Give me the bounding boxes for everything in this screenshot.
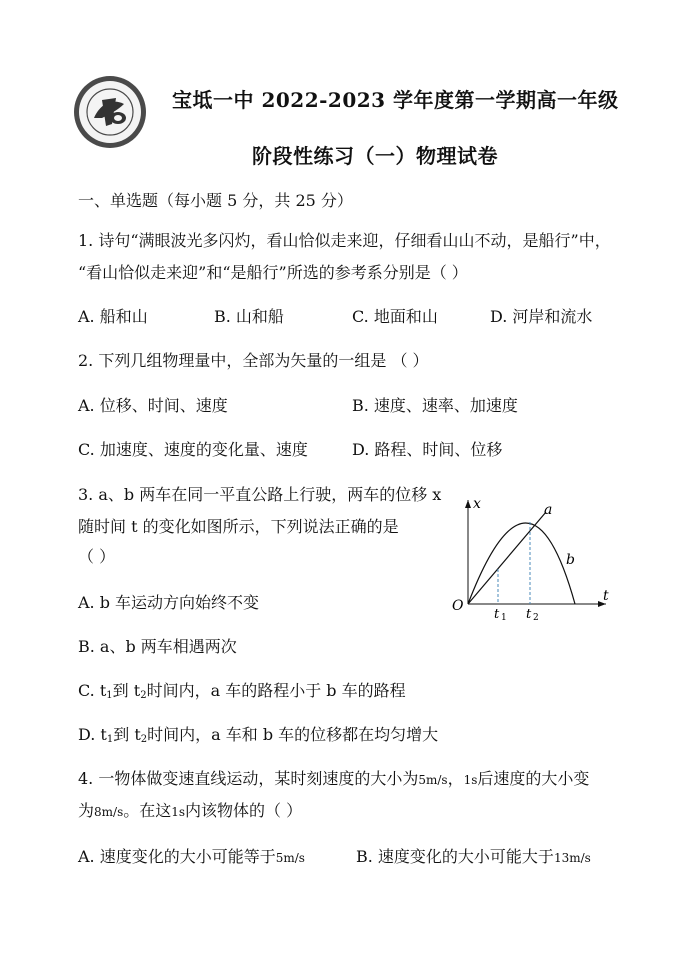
q2-option-a: A. 位移、时间、速度 [78,396,228,415]
q4-line1-post: 后速度的大小变 [477,769,590,788]
q3-option-d-mid: 到 t [113,725,141,744]
q1-stem-line2: “看山恰似走来迎”和“是船行”所选的参考系分别是（ ） [78,263,468,282]
q4-line2-prefix: 为 [78,801,95,820]
q3-stem-line2: 随时间 t 的变化如图所示，下列说法正确的是 [78,517,399,536]
q4-option-b [356,846,591,869]
q3-stem-line1: 3. a、b 两车在同一平直公路上行驶，两车的位移 x [78,485,442,504]
q4-line2-post: 内该物体的（ ） [185,801,303,820]
q4-option-a-text: A. 速度变化的大小可能等于 [78,847,276,866]
q2-stem: 2. 下列几组物理量中，全部为矢量的一组是 （ ） [78,351,429,370]
q4-line1-mid: ， [447,769,464,788]
q4-option-b-value: 13m/s [553,851,591,865]
q4-v1: 5m/s [418,773,448,787]
x-axis-label: x [473,496,481,512]
q1-option-d: D. 河岸和流水 [490,307,593,326]
x-axis-arrow-icon [465,500,471,508]
q2-option-c: C. 加速度、速度的变化量、速度 [78,440,308,459]
q4-v2: 8m/s [94,805,124,819]
curve-b-label: b [566,552,575,568]
section-heading: 一、单选题（每小题 5 分，共 25 分） [78,191,353,210]
q1-stem-line1: 1. 诗句“满眼波光多闪灼，看山恰似走来迎，仔细看山山不动，是船行”中， [78,231,611,250]
q4-line1-prefix: 4. 一物体做变速直线运动，某时刻速度的大小为 [78,769,419,788]
q3-option-d-prefix: D. t [78,725,107,744]
svg-text:·: · [132,90,134,96]
q4-option-a [78,846,305,869]
svg-text:·: · [86,90,88,96]
t2-label: t [526,607,532,620]
curve-a-label: a [544,502,553,518]
xt-graph [446,492,616,620]
exam-title-line2: 阶段性练习（一）物理试卷 [252,144,498,168]
q1-option-c: C. 地面和山 [352,307,438,326]
q4-option-b-text: B. 速度变化的大小可能大于 [356,847,554,866]
t-axis-label: t [603,588,609,604]
q3-option-c-sub2: 2 [140,690,147,701]
q3-option-d-text: 时间内，a 车和 b 车的位移都在均匀增大 [147,725,439,744]
school-logo-icon [72,74,148,150]
q3-option-d [78,724,438,751]
q3-option-a: A. b 车运动方向始终不变 [78,593,260,612]
q3-option-c-mid: 到 t [112,681,141,700]
exam-title-line1: 宝坻一中 2022-2023 学年度第一学期高一年级 [172,88,619,112]
q3-stem-line3: （ ） [78,547,116,566]
q4-option-a-value: 5m/s [275,851,305,865]
q1-option-b: B. 山和船 [214,307,284,326]
q4-stem-line2 [78,800,302,823]
t1-sub-label: 1 [501,613,507,620]
t2-sub-label: 2 [533,613,539,620]
q4-line2-mid: 。在这 [123,801,172,820]
q3-option-d-sub1: 1 [106,734,114,745]
q4-stem-line1 [78,768,589,791]
origin-label: O [452,598,464,614]
q3-option-b: B. a、b 两车相遇两次 [78,637,237,656]
q3-option-c [78,680,406,707]
curve-b [468,523,575,604]
q2-option-b: B. 速度、速率、加速度 [352,396,518,415]
q4-t2: 1s [171,805,186,819]
q1-option-a: A. 船和山 [78,307,148,326]
q3-option-d-sub2: 2 [140,734,148,745]
q3-option-c-text: 时间内，a 车的路程小于 b 车的路程 [146,681,406,700]
t1-label: t [494,607,500,620]
q3-option-c-prefix: C. t [78,681,107,700]
q2-option-d: D. 路程、时间、位移 [352,440,503,459]
line-a [468,512,546,604]
q4-t1: 1s [463,773,478,787]
q3-option-c-sub1: 1 [106,690,113,701]
